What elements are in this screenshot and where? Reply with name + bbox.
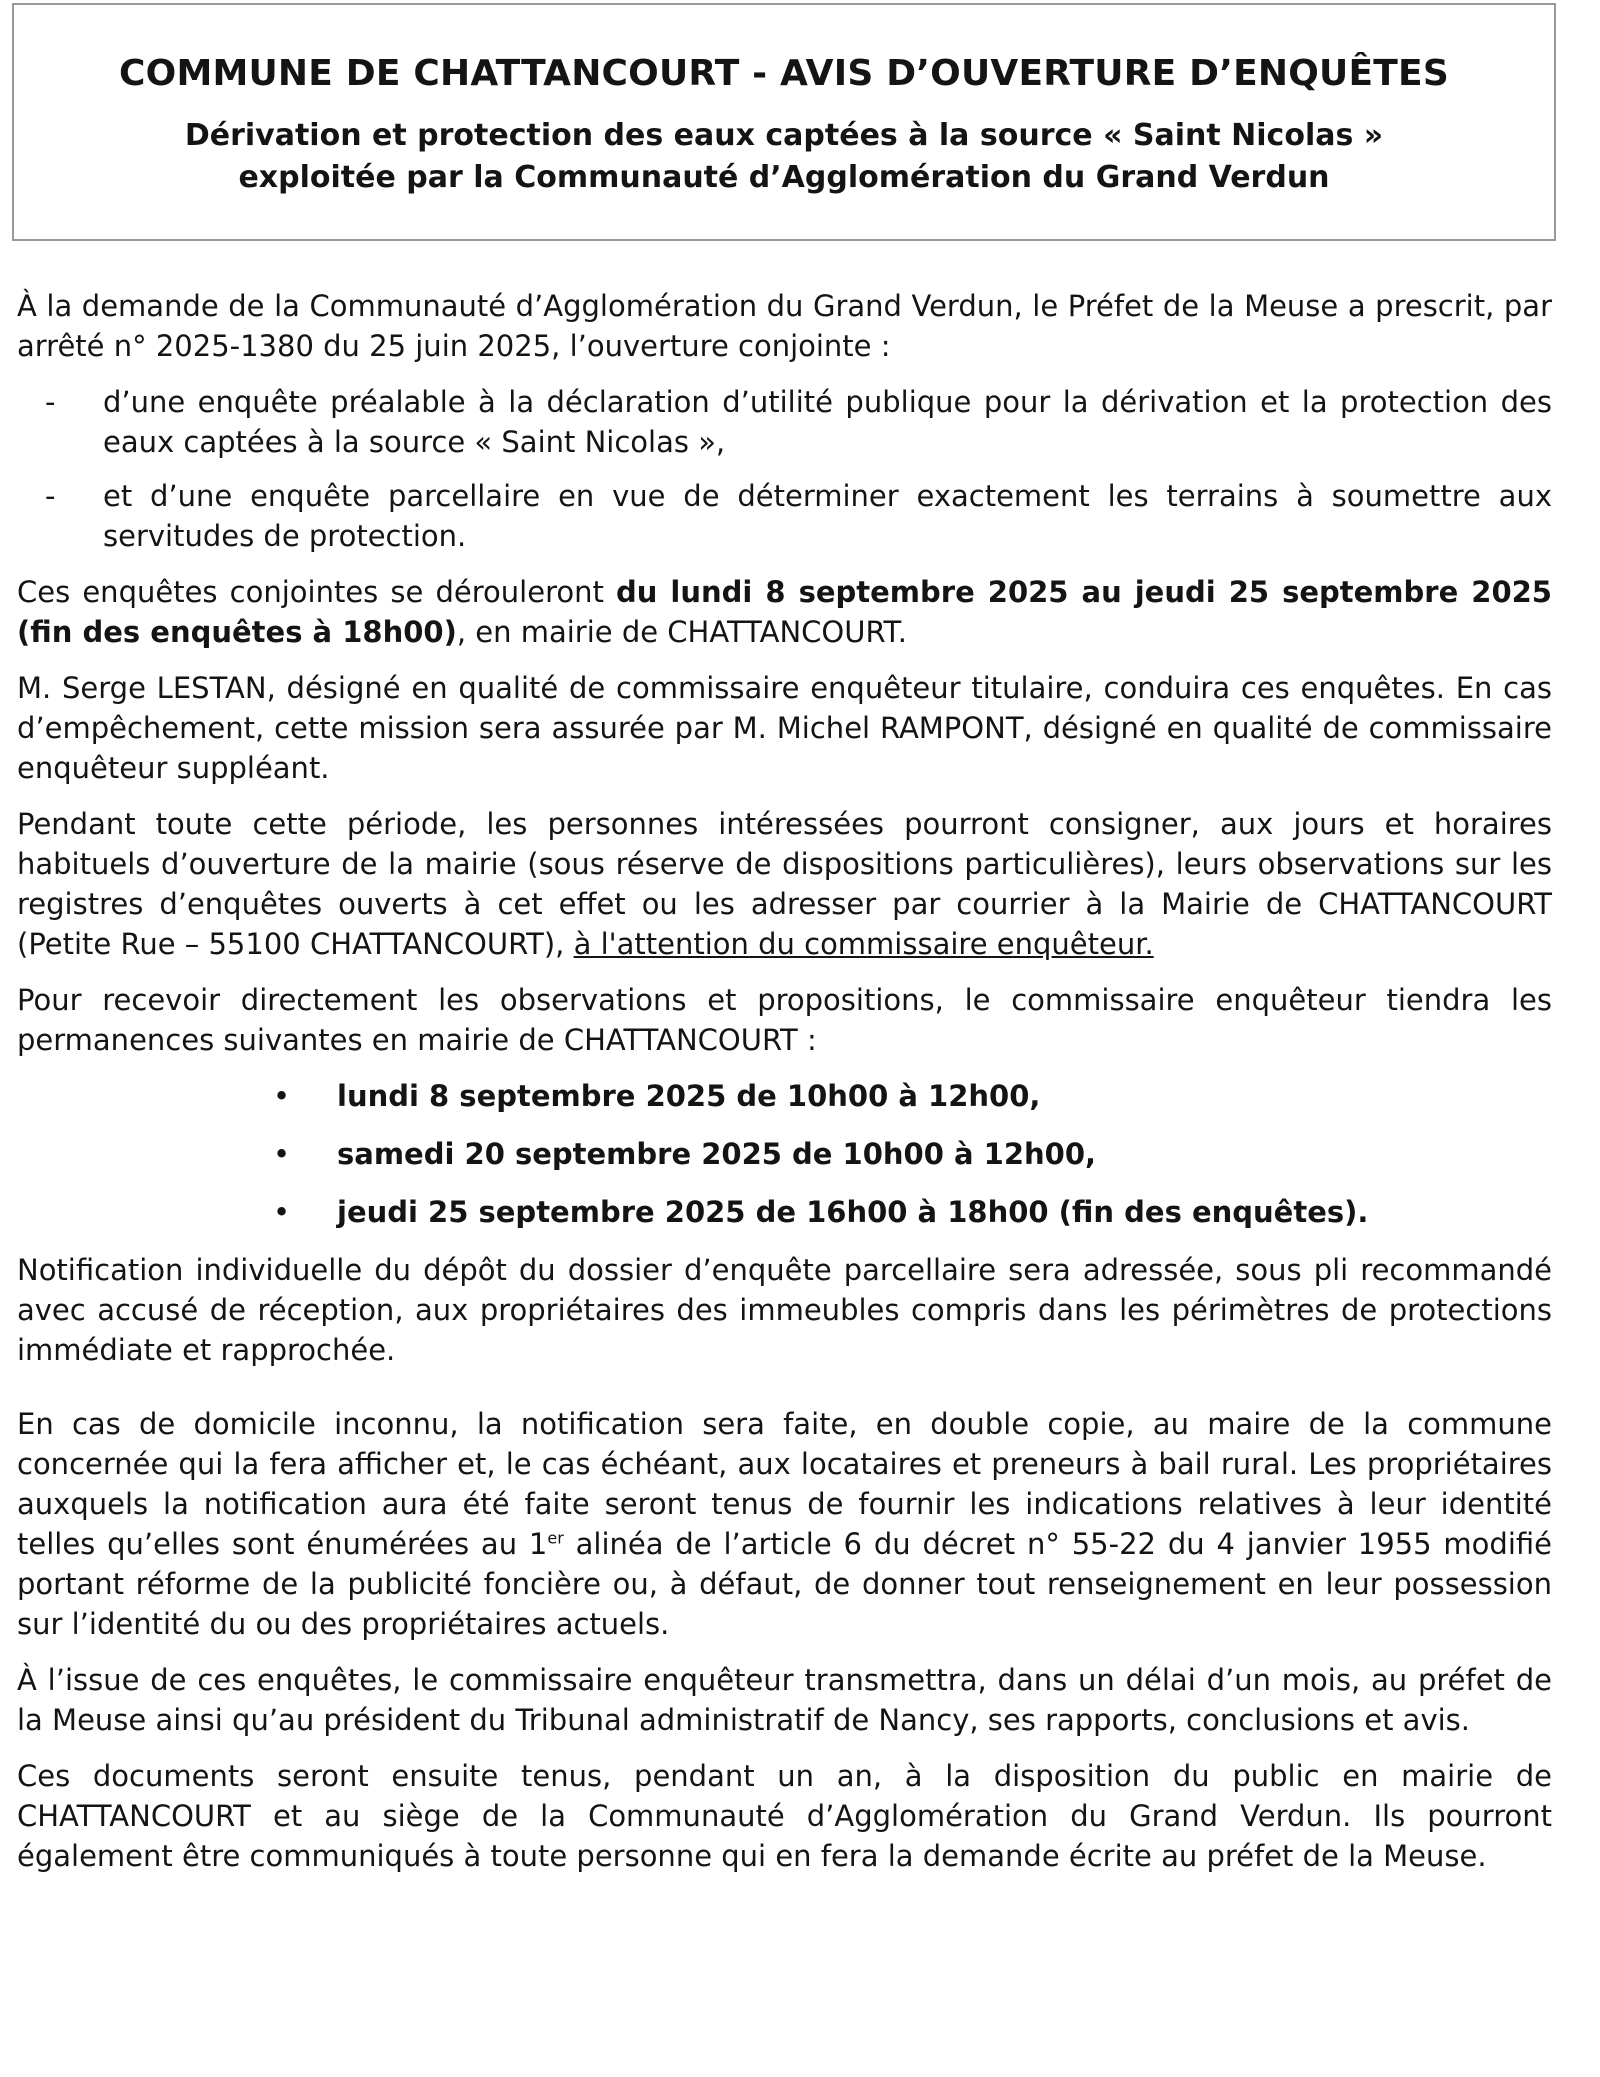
bullet-marker: • <box>273 1079 291 1113</box>
permanence-text: jeudi 25 septembre 2025 de 16h00 à 18h00 (fin des enquêtes). <box>337 1195 1369 1229</box>
bullet-marker: • <box>273 1137 291 1171</box>
enquiry-item-text: et d’une enquête parcellaire en vue de déterminer exactement les terrains à soumettre aux servitudes de protection. <box>103 479 1552 553</box>
enquiry-item-text: d’une enquête préalable à la déclaration d’utilité publique pour la dérivation et la protection des eaux captées à la source « Saint Nicolas », <box>103 385 1552 459</box>
permanence-item <box>17 1076 1552 1116</box>
dates-suffix: , en mairie de CHATTANCOURT. <box>456 615 907 649</box>
notice-subtitle-line-1: Dérivation et protection des eaux captées à la source « Saint Nicolas » <box>184 118 1384 153</box>
domicile-paragraph <box>17 1404 1552 1644</box>
domicile-text-before: En cas de domicile inconnu, la notification sera faite, en double copie, au maire de la commune concernée qui la fera afficher et, le cas échéant, aux locataires et preneurs à bail rural. Les propriétaires auxquels la notification aura été faite seront tenus de fournir les indications relatives à leur identité telles qu’elles sont énumérées au 1 <box>17 1407 1552 1561</box>
notice-body <box>17 286 1552 1892</box>
permanence-text: samedi 20 septembre 2025 de 10h00 à 12h00, <box>337 1137 1097 1171</box>
issue-paragraph: À l’issue de ces enquêtes, le commissaire enquêteur transmettra, dans un délai d’un mois, au préfet de la Meuse ainsi qu’au président du Tribunal administratif de Nancy, ses rapports, conclusions et avis. <box>17 1663 1552 1737</box>
observations-paragraph <box>17 804 1552 964</box>
dates-paragraph <box>17 572 1552 652</box>
enquiry-list <box>17 382 1552 556</box>
enquiry-item <box>17 476 1552 556</box>
commissaire-paragraph: M. Serge LESTAN, désigné en qualité de commissaire enquêteur titulaire, conduira ces enquêtes. En cas d’empêchement, cette mission sera assurée par M. Michel RAMPONT, désigné en qualité de commissaire enquêteur suppléant. <box>17 671 1552 785</box>
dates-bold: du lundi 8 septembre 2025 au jeudi 25 septembre 2025 (fin des enquêtes à 18h00) <box>17 575 1552 649</box>
permanences-list <box>17 1076 1552 1232</box>
enquiry-item <box>17 382 1552 462</box>
permanence-item <box>17 1134 1552 1174</box>
notice-header <box>12 3 1556 241</box>
permanences-intro: Pour recevoir directement les observations et propositions, le commissaire enquêteur tiendra les permanences suivantes en mairie de CHATTANCOURT : <box>17 983 1552 1057</box>
dash-marker: - <box>45 479 56 513</box>
notice-subtitle-line-2: exploitée par la Communauté d’Agglomération du Grand Verdun <box>238 160 1330 195</box>
permanence-item <box>17 1192 1552 1232</box>
notice-subtitle <box>14 115 1554 199</box>
ordinal-superscript: er <box>547 1528 564 1548</box>
bullet-marker: • <box>273 1195 291 1229</box>
domicile-text-after: alinéa de l’article 6 du décret n° 55-22 du 4 janvier 1955 modifié portant réforme de la publicité foncière ou, à défaut, de donner tout renseignement en leur possession sur l’identité du ou des propriétaires actuels. <box>17 1527 1552 1641</box>
dash-marker: - <box>45 385 56 419</box>
observations-text: Pendant toute cette période, les personnes intéressées pourront consigner, aux jours et horaires habituels d’ouverture de la mairie (sous réserve de dispositions particulières), leurs observations sur les registres d’enquêtes ouverts à cet effet ou les adresser par courrier à la Mairie de CHATTANCOURT (Petite Rue – 55100 CHATTANCOURT), <box>17 807 1552 961</box>
documents-paragraph: Ces documents seront ensuite tenus, pendant un an, à la disposition du public en mairie de CHATTANCOURT et au siège de la Communauté d’Agglomération du Grand Verdun. Ils pourront également être communiqués à toute personne qui en fera la demande écrite au préfet de la Meuse. <box>17 1759 1552 1873</box>
observations-underlined: à l'attention du commissaire enquêteur. <box>573 927 1154 961</box>
intro-paragraph: À la demande de la Communauté d’Agglomération du Grand Verdun, le Préfet de la Meuse a prescrit, par arrêté n° 2025-1380 du 25 juin 2025, l’ouverture conjointe : <box>17 289 1552 363</box>
dates-prefix: Ces enquêtes conjointes se dérouleront <box>17 575 616 609</box>
notification-paragraph: Notification individuelle du dépôt du dossier d’enquête parcellaire sera adressée, sous pli recommandé avec accusé de réception, aux propriétaires des immeubles compris dans les périmètres de protections immédiate et rapprochée. <box>17 1253 1552 1367</box>
permanence-text: lundi 8 septembre 2025 de 10h00 à 12h00, <box>337 1079 1041 1113</box>
notice-title: COMMUNE DE CHATTANCOURT - AVIS D’OUVERTURE D’ENQUÊTES <box>119 53 1449 94</box>
